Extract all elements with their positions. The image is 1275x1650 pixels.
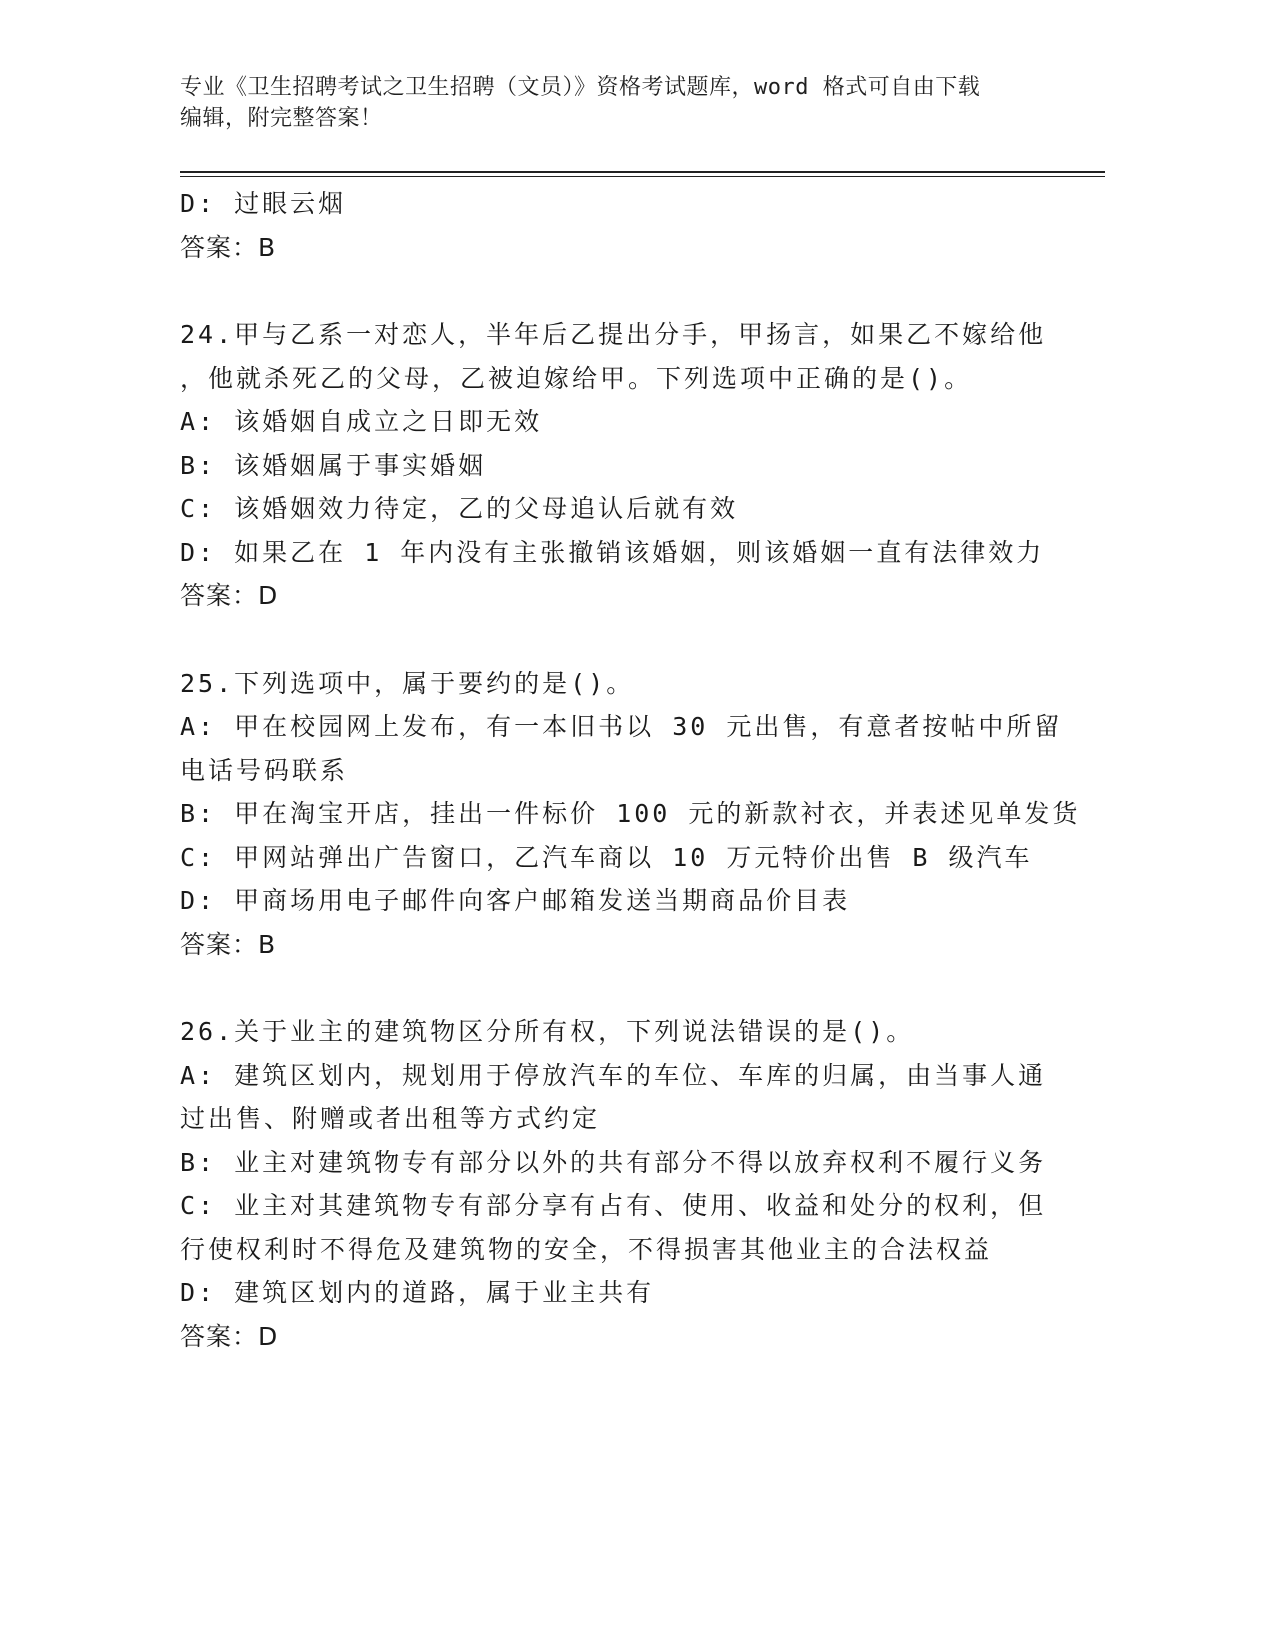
question-26 <box>180 1010 1060 1358</box>
option-c-continued: 行使权利时不得危及建筑物的安全，不得损害其他业主的合法权益 <box>180 1234 993 1264</box>
option-c: C: 该婚姻效力待定，乙的父母追认后就有效 <box>180 494 739 523</box>
header-line-1: 专业《卫生招聘考试之卫生招聘（文员）》资格考试题库，word 格式可自由下载 <box>180 75 981 100</box>
option-d: D: 如果乙在 1 年内没有主张撤销该婚姻，则该婚姻一直有法律效力 <box>180 537 1045 567</box>
header-divider-thick <box>180 171 1105 173</box>
question-stem: 24.甲与乙系一对恋人，半年后乙提出分手，甲扬言，如果乙不嫁给他 <box>180 320 1047 349</box>
question-stem: ，他就杀死乙的父母，乙被迫嫁给甲。下列选项中正确的是()。 <box>180 363 973 393</box>
option-a-continued: 过出售、附赠或者出租等方式约定 <box>180 1104 601 1133</box>
option-a: A: 甲在校园网上发布，有一本旧书以 30 元出售，有意者按帖中所留 <box>180 712 1063 741</box>
previous-question-tail <box>180 182 1060 269</box>
answer-line: 答案：B <box>180 232 277 262</box>
option-b: B: 该婚姻属于事实婚姻 <box>180 450 487 480</box>
page-header <box>180 72 1040 134</box>
question-24 <box>180 313 1060 618</box>
option-b: B: 甲在淘宝开店，挂出一件标价 100 元的新款衬衣，并表述见单发货 <box>180 799 1081 828</box>
option-d: D: 甲商场用电子邮件向客户邮箱发送当期商品价目表 <box>180 886 851 915</box>
answer-line: 答案：D <box>180 581 279 610</box>
option-a: A: 建筑区划内，规划用于停放汽车的车位、车库的归属，由当事人通 <box>180 1060 1047 1090</box>
question-body <box>180 182 1081 1358</box>
option-d: D: 过眼云烟 <box>180 189 347 218</box>
answer-line: 答案：D <box>180 1321 279 1351</box>
question-stem: 26.关于业主的建筑物区分所有权，下列说法错误的是()。 <box>180 1017 915 1046</box>
option-b: B: 业主对建筑物专有部分以外的共有部分不得以放弃权利不履行义务 <box>180 1147 1047 1177</box>
question-25 <box>180 662 1081 967</box>
question-gap <box>180 269 1060 313</box>
answer-line: 答案：B <box>180 929 277 959</box>
question-gap <box>180 618 1060 662</box>
option-a-continued: 电话号码联系 <box>180 755 349 785</box>
option-c: C: 甲网站弹出广告窗口，乙汽车商以 10 万元特价出售 B 级汽车 <box>180 842 1033 872</box>
header-line-2: 编辑，附完整答案！ <box>180 106 383 131</box>
option-d: D: 建筑区划内的道路，属于业主共有 <box>180 1278 655 1307</box>
option-c: C: 业主对其建筑物专有部分享有占有、使用、收益和处分的权利，但 <box>180 1191 1047 1220</box>
question-stem: 25.下列选项中，属于要约的是()。 <box>180 668 635 698</box>
header-divider-thin <box>180 176 1105 177</box>
option-a: A: 该婚姻自成立之日即无效 <box>180 407 543 436</box>
question-gap <box>180 966 1060 1010</box>
